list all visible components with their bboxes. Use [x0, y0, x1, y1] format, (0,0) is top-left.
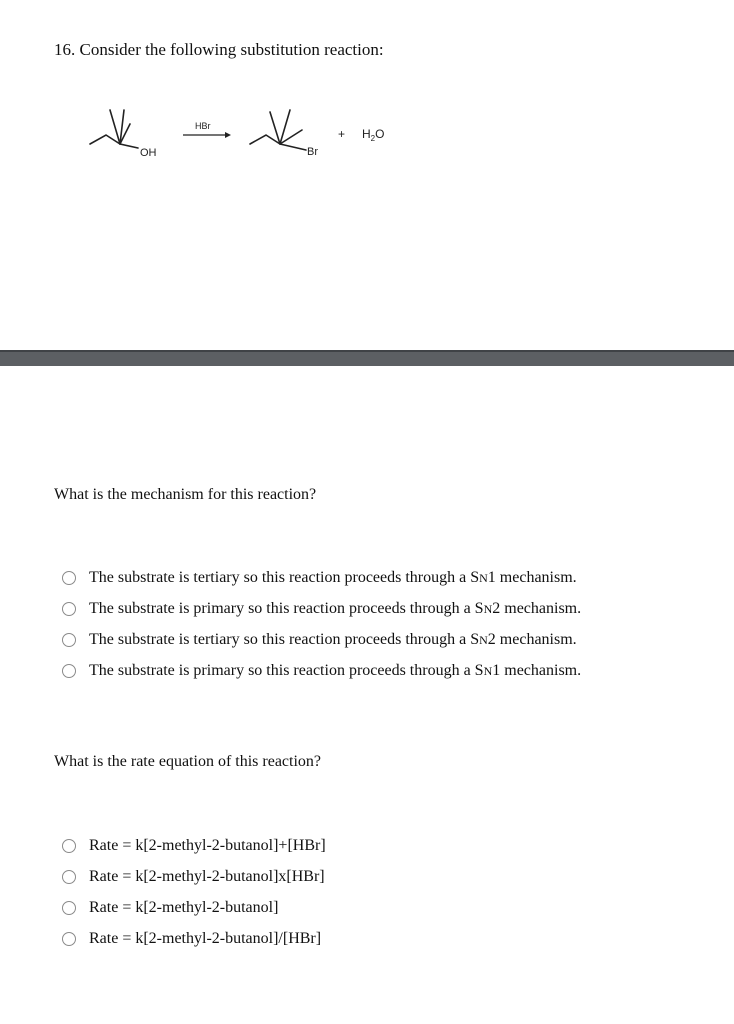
option-text: The substrate is tertiary so this reaction proceeds through a SN1 mechanism. [89, 568, 577, 586]
mechanism-question: What is the mechanism for this reaction? [54, 486, 317, 503]
mechanism-option-3[interactable] [62, 624, 581, 655]
product-structure [250, 110, 306, 150]
option-text: Rate = k[2-methyl-2-butanol] [89, 898, 279, 916]
plus-sign: + [338, 127, 346, 141]
reaction-arrow [183, 132, 231, 138]
option-text: Rate = k[2-methyl-2-butanol]+[HBr] [89, 836, 326, 854]
rate-option-3[interactable] [62, 892, 326, 923]
radio-button[interactable] [62, 571, 76, 585]
rate-question: What is the rate equation of this reaction? [54, 753, 322, 770]
radio-button[interactable] [62, 870, 76, 884]
question-title: 16. Consider the following substitution reaction: [54, 40, 384, 59]
rate-option-1[interactable] [62, 830, 326, 861]
water-formula: $H_2O$ [362, 127, 385, 143]
mechanism-option-4[interactable] [62, 655, 581, 686]
option-text: Rate = k[2-methyl-2-butanol]/[HBr] [89, 929, 322, 947]
mechanism-options [62, 562, 581, 686]
reaction-scheme [80, 100, 420, 170]
radio-button[interactable] [62, 839, 76, 853]
option-text: The substrate is primary so this reaction proceeds through a SN2 mechanism. [89, 599, 582, 617]
bromo-label: Br [307, 146, 318, 158]
option-text: Rate = k[2-methyl-2-butanol]x[HBr] [89, 867, 325, 885]
mechanism-option-1[interactable] [62, 562, 581, 593]
radio-button[interactable] [62, 932, 76, 946]
rate-option-4[interactable] [62, 923, 326, 954]
reagent-label: HBr [195, 121, 211, 131]
option-text: The substrate is primary so this reaction proceeds through a SN1 mechanism. [89, 661, 582, 679]
radio-button[interactable] [62, 633, 76, 647]
radio-button[interactable] [62, 602, 76, 616]
section-divider [0, 350, 734, 366]
mechanism-option-2[interactable] [62, 593, 581, 624]
hydroxyl-label: OH [140, 147, 157, 159]
reactant-structure [90, 110, 138, 148]
rate-options [62, 830, 326, 954]
rate-option-2[interactable] [62, 861, 326, 892]
radio-button[interactable] [62, 901, 76, 915]
option-text: The substrate is tertiary so this reaction proceeds through a SN2 mechanism. [89, 630, 577, 648]
radio-button[interactable] [62, 664, 76, 678]
